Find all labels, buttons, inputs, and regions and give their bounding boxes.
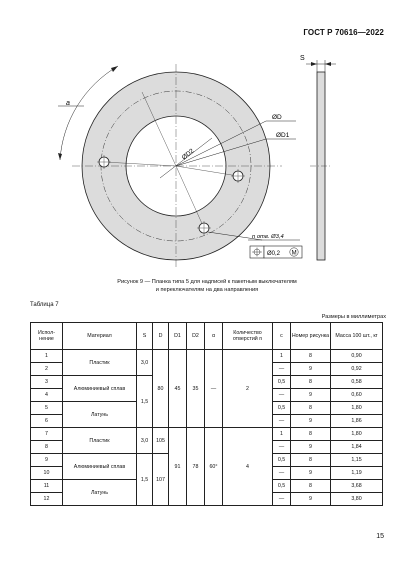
cell-exec: 3 xyxy=(31,376,63,389)
cell-figure: 8 xyxy=(291,480,331,493)
cell-figure: 9 xyxy=(291,467,331,480)
cell-figure: 8 xyxy=(291,376,331,389)
d2-label: ØD2 xyxy=(180,147,196,162)
header-holes: Количество отверстий n xyxy=(223,323,273,350)
cell-figure: 8 xyxy=(291,428,331,441)
cell-alpha: — xyxy=(205,350,223,428)
table-header-row xyxy=(31,323,383,350)
cell-mass: 1,80 xyxy=(331,428,383,441)
cell-mass: 0,92 xyxy=(331,363,383,376)
cell-figure: 8 xyxy=(291,350,331,363)
cell-alpha: 60° xyxy=(205,428,223,506)
header-d: D xyxy=(153,323,169,350)
cell-c: — xyxy=(273,389,291,402)
position-tolerance-frame xyxy=(250,246,302,258)
mmc-label: M xyxy=(291,250,297,257)
cell-mass: 1,15 xyxy=(331,454,383,467)
data-table xyxy=(30,322,383,506)
cell-exec: 7 xyxy=(31,428,63,441)
cell-d: 107 xyxy=(153,454,169,506)
header-mass: Масса 100 шт., кг xyxy=(331,323,383,350)
d1-label: ØD1 xyxy=(276,132,290,139)
cell-c: — xyxy=(273,441,291,454)
header-c: c xyxy=(273,323,291,350)
cell-exec: 2 xyxy=(31,363,63,376)
cell-d2: 78 xyxy=(187,428,205,506)
page-number: 15 xyxy=(376,533,384,540)
cell-c: — xyxy=(273,467,291,480)
cell-c: — xyxy=(273,493,291,506)
cell-exec: 4 xyxy=(31,389,63,402)
table-units: Размеры в миллиметрах xyxy=(321,314,386,320)
table-title: Таблица 7 xyxy=(30,302,59,308)
cell-c: — xyxy=(273,415,291,428)
header-d2: D2 xyxy=(187,323,205,350)
cell-mass: 1,86 xyxy=(331,415,383,428)
cell-exec: 5 xyxy=(31,402,63,415)
cell-exec: 8 xyxy=(31,441,63,454)
cell-figure: 9 xyxy=(291,415,331,428)
cell-mass: 0,90 xyxy=(331,350,383,363)
cell-mass: 1,19 xyxy=(331,467,383,480)
figure-caption xyxy=(0,278,414,294)
cell-c: 1 xyxy=(273,428,291,441)
cell-figure: 9 xyxy=(291,493,331,506)
cell-figure: 8 xyxy=(291,454,331,467)
cell-exec: 1 xyxy=(31,350,63,363)
cell-s: 3,0 xyxy=(137,350,153,376)
cell-c: 1 xyxy=(273,350,291,363)
cell-exec: 6 xyxy=(31,415,63,428)
cell-c: 0,5 xyxy=(273,376,291,389)
angle-arrow-2 xyxy=(111,66,118,72)
cell-mass: 1,84 xyxy=(331,441,383,454)
angle-arrow-1 xyxy=(58,153,62,160)
cell-figure: 9 xyxy=(291,441,331,454)
header-alpha: α xyxy=(205,323,223,350)
cell-holes: 2 xyxy=(223,350,273,428)
d-label: ØD xyxy=(272,114,282,121)
table-row xyxy=(31,428,383,441)
cell-s: 1,5 xyxy=(137,454,153,506)
caption-line-1: Рисунок 9 — Планка типа 5 для надписей к пакетным выключателям xyxy=(117,279,297,285)
hole-callout-label: n отв. Ø3,4 xyxy=(252,234,284,240)
cell-figure: 9 xyxy=(291,389,331,402)
cell-d: 105 xyxy=(153,428,169,454)
cell-exec: 12 xyxy=(31,493,63,506)
s-arrow-left xyxy=(311,62,317,66)
s-arrow-right xyxy=(325,62,331,66)
cell-d: 80 xyxy=(153,350,169,428)
header-material: Материал xyxy=(63,323,137,350)
cell-material: Пластик xyxy=(63,428,137,454)
cell-mass: 1,80 xyxy=(331,402,383,415)
cell-mass: 0,60 xyxy=(331,389,383,402)
header-d1: D1 xyxy=(169,323,187,350)
cell-d1: 91 xyxy=(169,428,187,506)
cell-figure: 9 xyxy=(291,363,331,376)
position-tolerance-value: Ø0,2 xyxy=(267,251,281,257)
cell-mass: 3,68 xyxy=(331,480,383,493)
angle-label: a xyxy=(66,100,70,107)
cell-material: Алюминиевый сплав xyxy=(63,454,137,480)
cell-material: Латунь xyxy=(63,402,137,428)
cell-mass: 0,58 xyxy=(331,376,383,389)
cell-material: Пластик xyxy=(63,350,137,376)
cell-c: 0,5 xyxy=(273,402,291,415)
standard-header: ГОСТ Р 70616—2022 xyxy=(303,28,384,37)
cell-c: 0,5 xyxy=(273,480,291,493)
header-s: S xyxy=(137,323,153,350)
cell-exec: 10 xyxy=(31,467,63,480)
cell-d1: 45 xyxy=(169,350,187,428)
cell-s: 3,0 xyxy=(137,428,153,454)
cell-d2: 35 xyxy=(187,350,205,428)
cell-holes: 4 xyxy=(223,428,273,506)
header-execution: Испол-нение xyxy=(31,323,63,350)
table-row xyxy=(31,350,383,363)
header-figure: Номер рисунка xyxy=(291,323,331,350)
cell-s: 1,5 xyxy=(137,376,153,428)
caption-line-2: и переключателям на два направления xyxy=(155,287,259,293)
cell-material: Алюминиевый сплав xyxy=(63,376,137,402)
cell-material: Латунь xyxy=(63,480,137,506)
cell-exec: 11 xyxy=(31,480,63,493)
cell-c: — xyxy=(273,363,291,376)
technical-drawing xyxy=(0,0,414,280)
cell-c: 0,5 xyxy=(273,454,291,467)
s-label: S xyxy=(300,55,305,62)
cell-mass: 3,80 xyxy=(331,493,383,506)
cell-exec: 9 xyxy=(31,454,63,467)
cell-figure: 8 xyxy=(291,402,331,415)
